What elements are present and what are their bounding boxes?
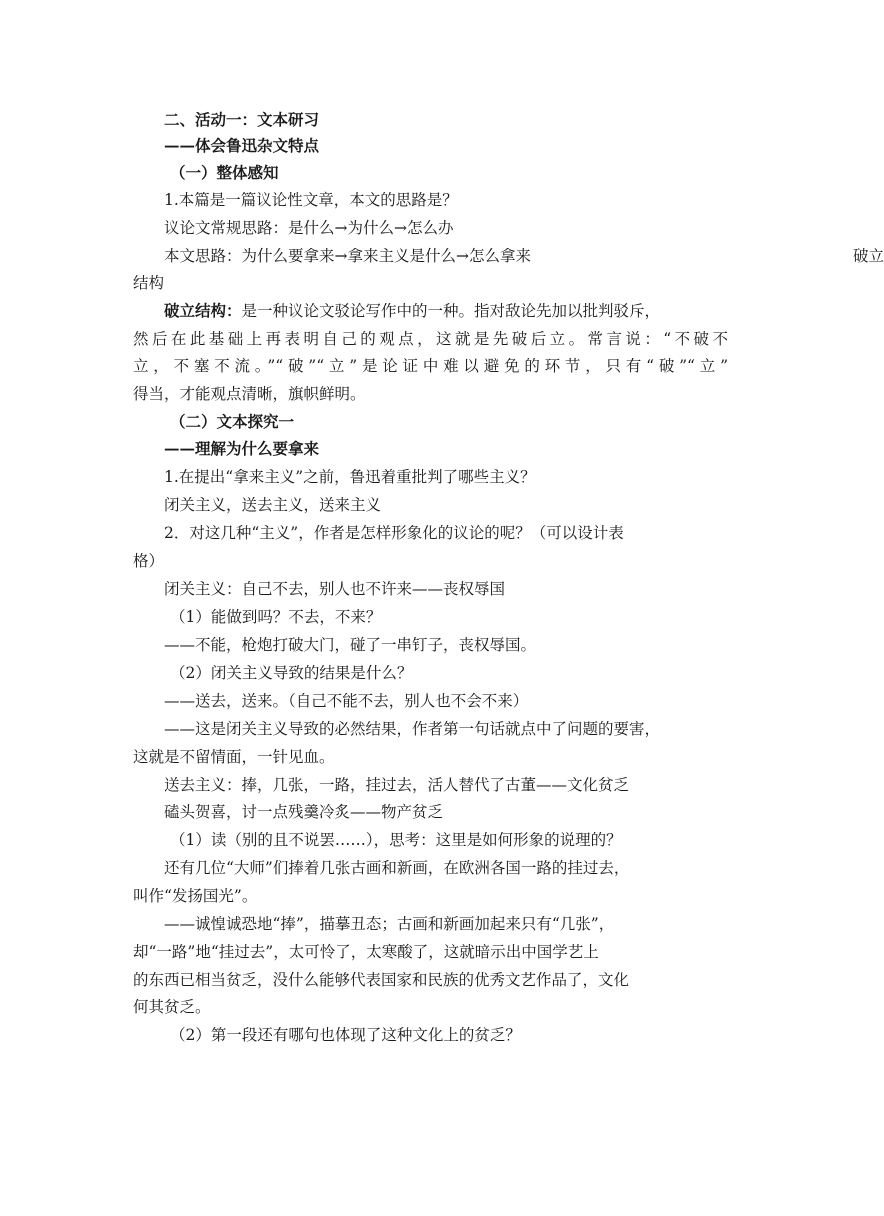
question-text: （1）读（别的且不说罢……），思考：这里是如何形象的说理的？ [170,831,622,849]
subsection-heading: （一）整体感知 [170,163,279,182]
paragraph-line [164,243,884,269]
answer-text: ——诚惶诚恐地“捧”，描摹丑态；古画和新画加起来只有“几张”， [164,915,615,933]
question-text: 2．对这几种“主义”，作者是怎样形象化的议论的呢？（可以设计表 [164,524,624,542]
answer-text: ——不能，枪炮打破大门，碰了一串钉子，丧权辱国。 [164,636,537,654]
answer-text: 却“一路”地“挂过去”，太可怜了，太寒酸了，这就暗示出中国学艺上 [133,943,599,961]
paragraph-text: 破立 [853,247,884,265]
answer-text: 何其贫乏。 [133,998,211,1016]
paragraph-line: 议论文常规思路：是什么→为什么→怎么办 [164,219,454,237]
paragraph-line: 闭关主义：自己不去，别人也不许来——丧权辱国 [164,580,506,598]
paragraph-line: 立，不塞不流。”“破”“立”是论证中难以避免的环节，只有“破”“立” [133,357,728,375]
section-heading: 二、活动一：文本研习 [164,110,320,129]
question-text: 格） [133,552,165,570]
definition-term: 破立结构： [164,301,242,320]
answer-text: 的东西已相当贫乏，没什么能够代表国家和民族的优秀文艺作品了，文化 [133,971,630,989]
question-text: 1.本篇是一篇议论性文章，本文的思路是？ [164,191,458,209]
quote-text: 叫作“发扬国光”。 [133,887,258,905]
quote-text: 还有几位“大师”们捧着几张古画和新画，在欧洲各国一路的挂过去， [164,859,630,877]
answer-text: ——送去，送来。（自己不能不去，别人也不会不来） [164,692,529,710]
paragraph-line: 送去主义：捧，几张，一路，挂过去，活人替代了古董——文化贫乏 [164,776,630,794]
question-text: （1）能做到吗？不去，不来？ [170,608,382,626]
definition-line [164,298,660,324]
paragraph-line: 磕头贺喜，讨一点残羹冷炙——物产贫乏 [164,803,444,821]
paragraph-line: 然后在此基础上再表明自己的观点，这就是先破后立。常言说：“不破不 [133,330,728,348]
paragraph-line: 得当，才能观点清晰，旗帜鲜明。 [133,385,366,403]
section-subheading: ——体会鲁迅杂文特点 [164,136,320,155]
question-text: （2）闭关主义导致的结果是什么？ [170,664,413,682]
paragraph-line: 结构 [133,274,165,292]
subsection-heading: （二）文本探究一 [170,412,295,431]
answer-text: 这就是不留情面，一针见血。 [133,748,335,766]
paragraph-text: 本文思路：为什么要拿来→拿来主义是什么→怎么拿来 [164,247,531,265]
definition-text: 是一种议论文驳论写作中的一种。指对敌论先加以批判驳斥， [241,302,661,320]
answer-text: ——这是闭关主义导致的必然结果，作者第一句话就点中了问题的要害， [164,720,661,738]
answer-text: 闭关主义，送去主义，送来主义 [164,496,382,514]
question-text: （2）第一段还有哪句也体现了这种文化上的贫乏？ [170,1026,521,1044]
question-text: 1.在提出“拿来主义”之前，鲁迅着重批判了哪些主义？ [164,468,536,486]
section-subheading: ——理解为什么要拿来 [164,439,320,458]
